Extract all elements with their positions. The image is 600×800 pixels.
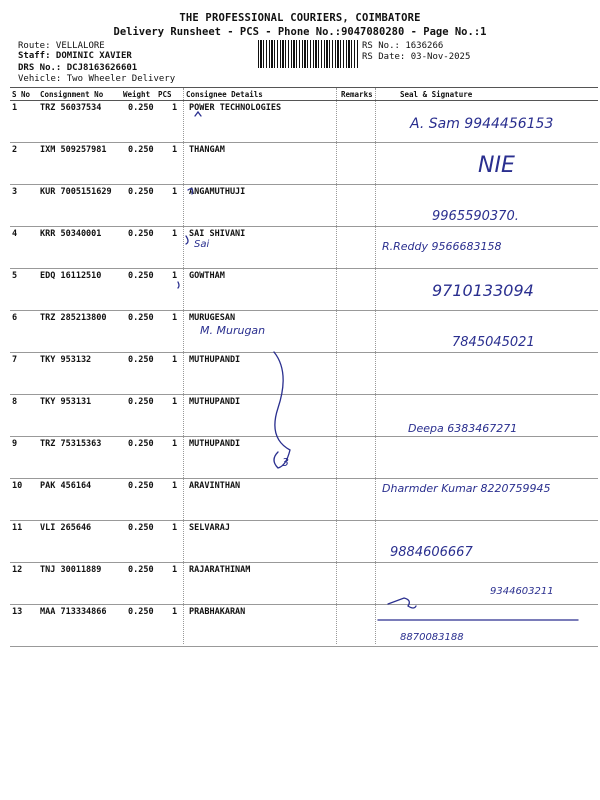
cell-consignment: TRZ 75315363	[40, 439, 102, 449]
handwriting-row13: 8870083188	[400, 632, 464, 643]
route-label: Route: VELLALORE	[18, 41, 105, 51]
cell-pcs: 1	[172, 187, 178, 197]
col-header-weight: Weight	[123, 90, 151, 99]
cell-pcs: 1	[172, 397, 178, 407]
handwriting-row12: 9344603211	[490, 586, 554, 597]
cell-consignee: MUTHUPANDI	[189, 355, 241, 365]
cell-consignee: GOWTHAM	[189, 271, 225, 281]
cell-weight: 0.250	[128, 145, 154, 155]
cell-sno: 4	[12, 229, 18, 239]
cell-pcs: 1	[172, 271, 178, 281]
cell-pcs: 1	[172, 355, 178, 365]
cell-consignee: ARAVINTHAN	[189, 481, 241, 491]
cell-weight: 0.250	[128, 481, 154, 491]
cell-weight: 0.250	[128, 607, 154, 617]
cell-pcs: 1	[172, 565, 178, 575]
cell-sno: 1	[12, 103, 18, 113]
cell-weight: 0.250	[128, 187, 154, 197]
cell-consignment: TKY 953132	[40, 355, 92, 365]
cell-pcs: 1	[172, 313, 178, 323]
annotation-rows7to9: 3	[282, 456, 289, 469]
cell-consignee: SELVARAJ	[189, 523, 230, 533]
handwriting-row2: NIE	[478, 153, 515, 178]
cell-consignment: PAK 456164	[40, 481, 92, 491]
handwriting-row3: 9965590370.	[432, 209, 519, 224]
handwriting-row11: 9884606667	[390, 545, 473, 560]
cell-consignment: KUR 7005151629	[40, 187, 112, 197]
rs-date: RS Date: 03-Nov-2025	[362, 52, 471, 62]
annotation-row4: Sai	[194, 239, 210, 250]
cell-weight: 0.250	[128, 397, 154, 407]
cell-pcs: 1	[172, 229, 178, 239]
cell-weight: 0.250	[128, 271, 154, 281]
col-header-remarks: Remarks	[341, 90, 373, 99]
cell-consignment: TNJ 30011889	[40, 565, 102, 575]
cell-consignment: VLI 265646	[40, 523, 92, 533]
cell-consignment: KRR 50340001	[40, 229, 102, 239]
drs-label: DRS No.: DCJ8163626601	[18, 63, 138, 73]
cell-consignee: ANGAMUTHUJI	[189, 187, 246, 197]
cell-sno: 6	[12, 313, 18, 323]
col-header-pcs: PCS	[158, 90, 172, 99]
cell-sno: 11	[12, 523, 23, 533]
cell-consignment: TRZ 285213800	[40, 313, 107, 323]
cell-weight: 0.250	[128, 313, 154, 323]
annotation-row6: M. Murugan	[200, 324, 266, 337]
company-title: THE PROFESSIONAL COURIERS, COIMBATORE	[179, 12, 421, 24]
cell-sno: 9	[12, 439, 18, 449]
cell-consignee: POWER TECHNOLOGIES	[189, 103, 282, 113]
cell-consignee: PRABHAKARAN	[189, 607, 246, 617]
cell-weight: 0.250	[128, 439, 154, 449]
vehicle-label: Vehicle: Two Wheeler Delivery	[18, 74, 176, 84]
cell-sno: 5	[12, 271, 18, 281]
cell-consignee: MURUGESAN	[189, 313, 236, 323]
cell-consignee: RAJARATHINAM	[189, 565, 251, 575]
runsheet-title: Delivery Runsheet - PCS - Phone No.:9047080280 - Page No.:1	[113, 26, 487, 38]
staff-label: Staff: DOMINIC XAVIER	[18, 51, 132, 61]
handwriting-row9: Deepa 6383467271	[408, 422, 518, 435]
col-header-sno: S No	[12, 90, 31, 99]
rs-number: RS No.: 1636266	[362, 41, 444, 51]
cell-consignment: TKY 953131	[40, 397, 92, 407]
handwriting-row10: Dharmder Kumar 8220759945	[382, 482, 551, 495]
handwriting-row6: 7845045021	[452, 335, 535, 350]
col-header-consignment: Consignment No	[40, 90, 104, 99]
cell-consignee: THANGAM	[189, 145, 225, 155]
cell-pcs: 1	[172, 523, 178, 533]
cell-sno: 2	[12, 145, 18, 155]
cell-pcs: 1	[172, 103, 178, 113]
cell-weight: 0.250	[128, 103, 154, 113]
handwriting-row4: R.Reddy 9566683158	[382, 240, 502, 253]
cell-consignment: EDQ 16112510	[40, 271, 102, 281]
cell-weight: 0.250	[128, 523, 154, 533]
handwriting-row5: 9710133094	[432, 281, 534, 300]
col-header-consignee: Consignee Details	[186, 90, 263, 99]
cell-sno: 12	[12, 565, 23, 575]
cell-weight: 0.250	[128, 355, 154, 365]
cell-consignment: TRZ 56037534	[40, 103, 102, 113]
cell-sno: 8	[12, 397, 18, 407]
cell-pcs: 1	[172, 439, 178, 449]
cell-sno: 3	[12, 187, 18, 197]
cell-weight: 0.250	[128, 565, 154, 575]
cell-consignee: MUTHUPANDI	[189, 439, 241, 449]
cell-consignment: MAA 713334866	[40, 607, 107, 617]
cell-consignment: IXM 509257981	[40, 145, 107, 155]
cell-sno: 13	[12, 607, 23, 617]
cell-sno: 10	[12, 481, 23, 491]
cell-consignee: SAI SHIVANI	[189, 229, 246, 239]
cell-pcs: 1	[172, 607, 178, 617]
cell-consignee: MUTHUPANDI	[189, 397, 241, 407]
cell-sno: 7	[12, 355, 18, 365]
handwriting-row1: A. Sam 9944456153	[410, 116, 554, 132]
col-header-seal: Seal & Signature	[400, 90, 473, 99]
cell-pcs: 1	[172, 145, 178, 155]
cell-weight: 0.250	[128, 229, 154, 239]
cell-pcs: 1	[172, 481, 178, 491]
